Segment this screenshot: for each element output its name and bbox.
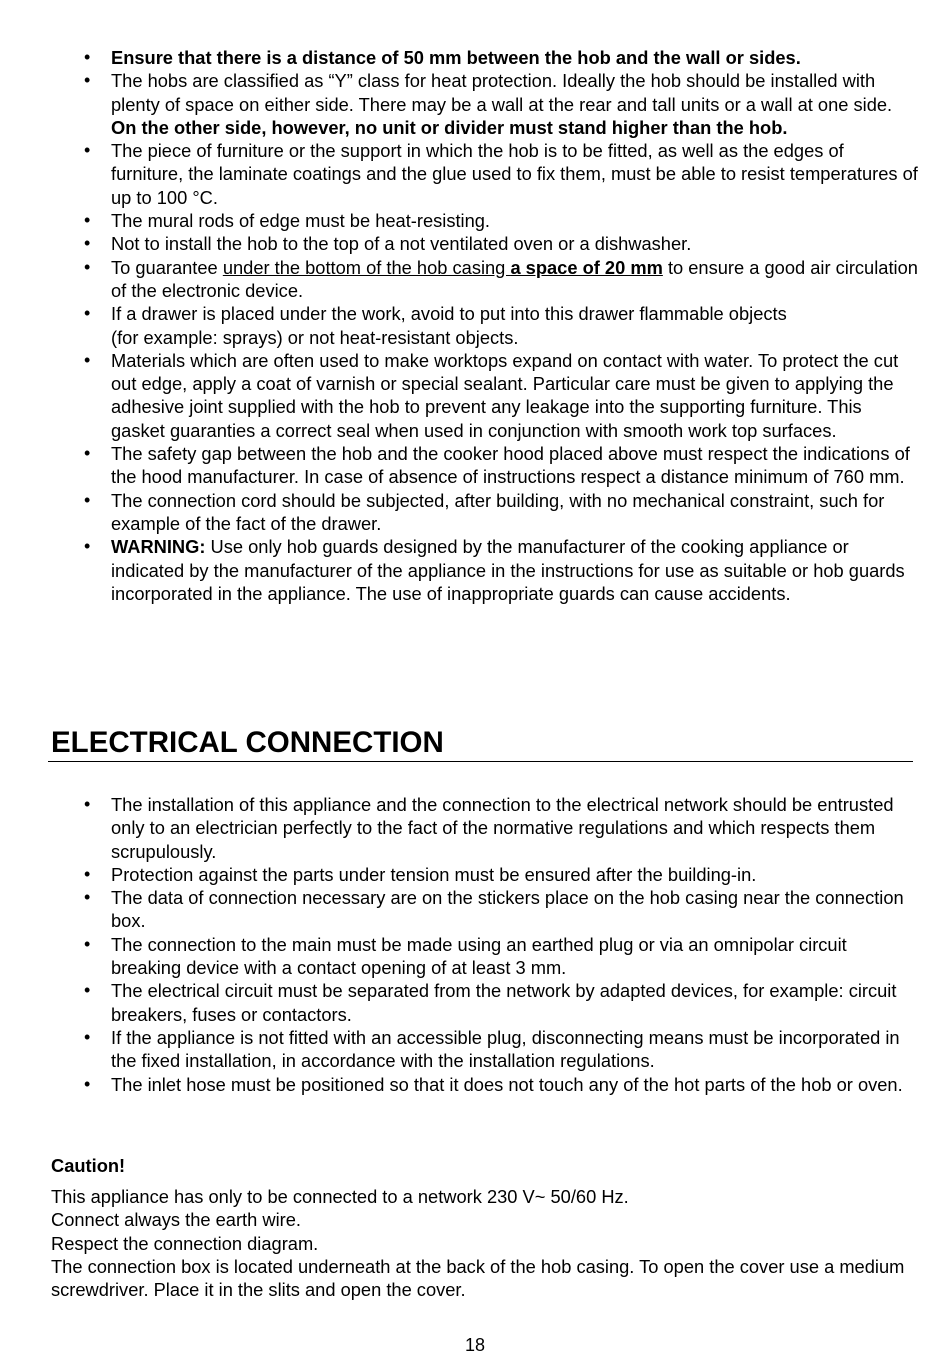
list-item: • The data of connection necessary are on the stickers place on the hob casing near the connection box. (84, 887, 904, 932)
list-item: • If a drawer is placed under the work, avoid to put into this drawer flammable objects (for example: sprays) or not heat-resistant objects. (84, 303, 787, 348)
list-item: • Not to install the hob to the top of a not ventilated oven or a dishwasher. (84, 233, 692, 255)
bullet-icon: • (84, 233, 91, 254)
installation-bullet-list (0, 46, 950, 605)
caution-title: Caution! (51, 1155, 126, 1176)
list-item: • The hobs are classified as “Y” class for heat protection. Ideally the hob should be installed with plenty of space on either side. There may be a wall at the rear and tall units or a wall at one side. On the other side, however, no unit or divider must stand higher than the hob. (84, 70, 893, 138)
list-item: • Materials which are often used to make worktops expand on contact with water. To protect the cut out edge, apply a coat of varnish or special sealant. Particular care must be given to applying the adhesive joint supplied with the hob to prevent any leakage into the supporting furniture. This gasket guaranties a correct seal when used in conjunction with smooth work top surfaces. (84, 349, 899, 441)
bullet-icon: • (84, 887, 91, 908)
list-item: • The inlet hose must be positioned so that it does not touch any of the hot parts of the hob or oven. (84, 1073, 903, 1095)
bullet-icon: • (84, 794, 91, 814)
bullet-icon: • (84, 1073, 91, 1094)
list-item: • Protection against the parts under tension must be ensured after the building-in. (84, 863, 757, 885)
list-item: • To guarantee under the bottom of the hob casing a space of 20 mm to ensure a good air circulation of the electronic device. (84, 256, 918, 301)
bullet-icon: • (84, 70, 91, 91)
list-item: • The mural rods of edge must be heat-resisting. (84, 210, 491, 232)
bullet-icon: • (84, 349, 91, 370)
bullet-icon: • (84, 536, 91, 557)
list-item: • The piece of furniture or the support in which the hob is to be fitted, as well as the edges of furniture, the laminate coatings and the glue used to fix them, must be able to resist temperatures of up to 100 °C. (84, 140, 918, 208)
caution-line: Connect always the earth wire. (51, 1209, 301, 1231)
bullet-icon: • (84, 210, 91, 231)
bullet-icon: • (84, 47, 91, 67)
bullet-icon: • (84, 980, 91, 1001)
caution-body (51, 1185, 921, 1301)
electrical-bullet-list (0, 793, 950, 1096)
list-item: • The connection cord should be subjected, after building, with no mechanical constraint, such for example of the fact of the drawer. (84, 489, 885, 534)
section-heading: ELECTRICAL CONNECTION (51, 726, 444, 759)
bullet-icon: • (84, 1026, 91, 1047)
heading-divider (48, 761, 913, 762)
list-item: • Ensure that there is a distance of 50 mm between the hob and the wall or sides. (84, 47, 801, 68)
list-item: • The installation of this appliance and the connection to the electrical network should be entrusted only to an electrician perfectly to the fact of the normative regulations and which respects them scrupulously. (84, 794, 894, 862)
list-item: • The safety gap between the hob and the cooker hood placed above must respect the indications of the hood manufacturer. In case of absence of instructions respect a distance minimum of 760 mm. (84, 443, 910, 488)
caution-line: The connection box is located underneath at the back of the hob casing. To open the cover use a medium screwdriver. Place it in the slits and open the cover. (51, 1255, 905, 1301)
list-item: • If the appliance is not fitted with an accessible plug, disconnecting means must be incorporated in the fixed installation, in accordance with the installation regulations. (84, 1026, 900, 1072)
bullet-icon: • (84, 303, 91, 324)
bullet-icon: • (84, 489, 91, 510)
list-item: • The connection to the main must be made using an earthed plug or via an omnipolar circuit breaking device with a contact opening of at least 3 mm. (84, 933, 847, 979)
page-number: 18 (464, 1335, 486, 1355)
bullet-icon: • (84, 933, 91, 954)
caution-line: This appliance has only to be connected to a network 230 V~ 50/60 Hz. (51, 1186, 629, 1207)
bullet-icon: • (84, 863, 91, 884)
list-item: • WARNING: Use only hob guards designed by the manufacturer of the cooking appliance or indicated by the manufacturer of the appliance in the instructions for use as suitable or hob guards incorporated in the appliance. The use of inappropriate guards can cause accidents. (84, 536, 905, 604)
bullet-icon: • (84, 443, 91, 464)
bullet-icon: • (84, 256, 91, 277)
list-item: • The electrical circuit must be separated from the network by adapted devices, for example: circuit breakers, fuses or contactors. (84, 980, 897, 1025)
caution-line: Respect the connection diagram. (51, 1232, 319, 1254)
bullet-icon: • (84, 140, 91, 161)
